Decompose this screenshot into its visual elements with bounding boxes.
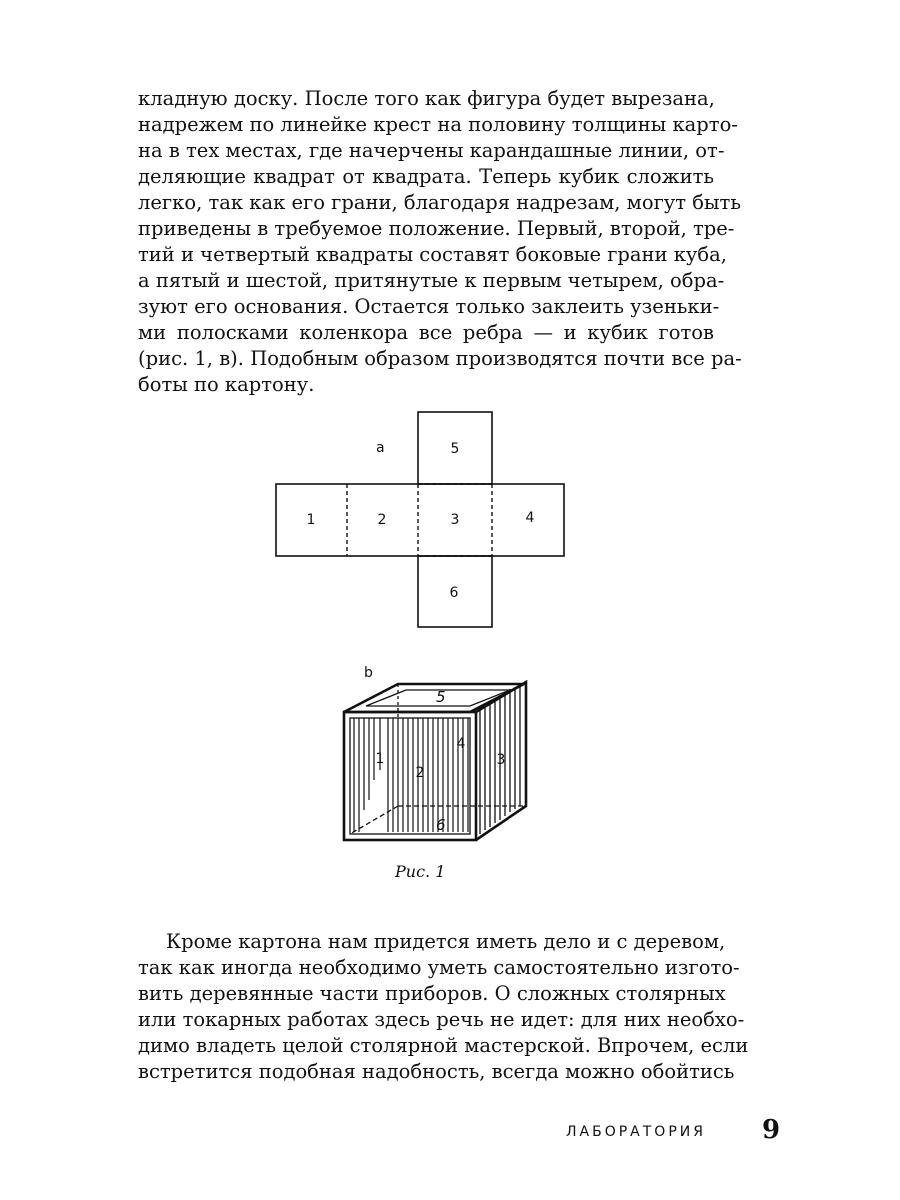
text-line: (рис. 1, в). Подобным образом производятся почти все ра-: [138, 347, 742, 370]
face-number: 3: [450, 512, 460, 528]
text-line: ми полосками коленкора все ребра — и кубик готов: [138, 321, 714, 344]
face-number: 5: [450, 441, 460, 457]
text-line: встретится подобная надобность, всегда можно обойтись: [138, 1060, 735, 1083]
face-number: 4: [525, 510, 535, 526]
face-number: 2: [377, 512, 387, 528]
paragraph-2: [138, 929, 749, 1085]
text-line: на в тех местах, где начерчены карандашные линии, от-: [138, 139, 725, 162]
figure-a-label: a: [376, 440, 385, 456]
running-head: ЛАБОРАТОРИЯ: [566, 1124, 706, 1140]
face-number: 4: [456, 736, 466, 752]
text-line: тий и четвертый квадраты составят боковые грани куба,: [138, 243, 727, 266]
horizontal-strip: [276, 484, 564, 556]
figure-caption: Рис. 1: [395, 862, 446, 881]
face-number: 1: [306, 512, 316, 528]
text-line: легко, так как его грани, благодаря надрезам, могут быть: [138, 191, 741, 214]
text-line: надрежем по линейке крест на половину толщины карто-: [138, 113, 738, 136]
text-line: приведены в требуемое положение. Первый, второй, тре-: [138, 217, 735, 240]
text-line: димо владеть целой столярной мастерской. Впрочем, если: [138, 1034, 749, 1057]
text-line: боты по картону.: [138, 373, 315, 396]
text-line: а пятый и шестой, притянутые к первым четырем, обра-: [138, 269, 725, 292]
figure-b-label: b: [364, 665, 373, 681]
face-number: 3: [496, 752, 506, 768]
face-number: 6: [449, 585, 459, 601]
face-number: 5: [436, 688, 446, 706]
text-line: зуют его основания. Остается только заклеить узеньки-: [138, 295, 720, 318]
face-number: 6: [436, 816, 446, 834]
text-line: Кроме картона нам придется иметь дело и с деревом,: [166, 930, 726, 953]
text-line: кладную доску. После того как фигура будет вырезана,: [138, 87, 715, 110]
text-line: так как иногда необходимо уметь самостоятельно изгото-: [138, 956, 740, 979]
cube-net-figure: [260, 405, 580, 640]
text-line: деляющие квадрат от квадрата. Теперь кубик сложить: [138, 165, 714, 188]
paragraph-1: [138, 86, 742, 398]
assembled-cube-figure: [330, 660, 550, 845]
page-number: 9: [762, 1115, 781, 1145]
face-number: 2: [415, 765, 425, 781]
text-line: вить деревянные части приборов. О сложных столярных: [138, 982, 726, 1005]
face-number: 1: [375, 751, 385, 767]
front-face-hatching: [354, 718, 468, 832]
text-line: или токарных работах здесь речь не идет: для них необхо-: [138, 1008, 745, 1031]
